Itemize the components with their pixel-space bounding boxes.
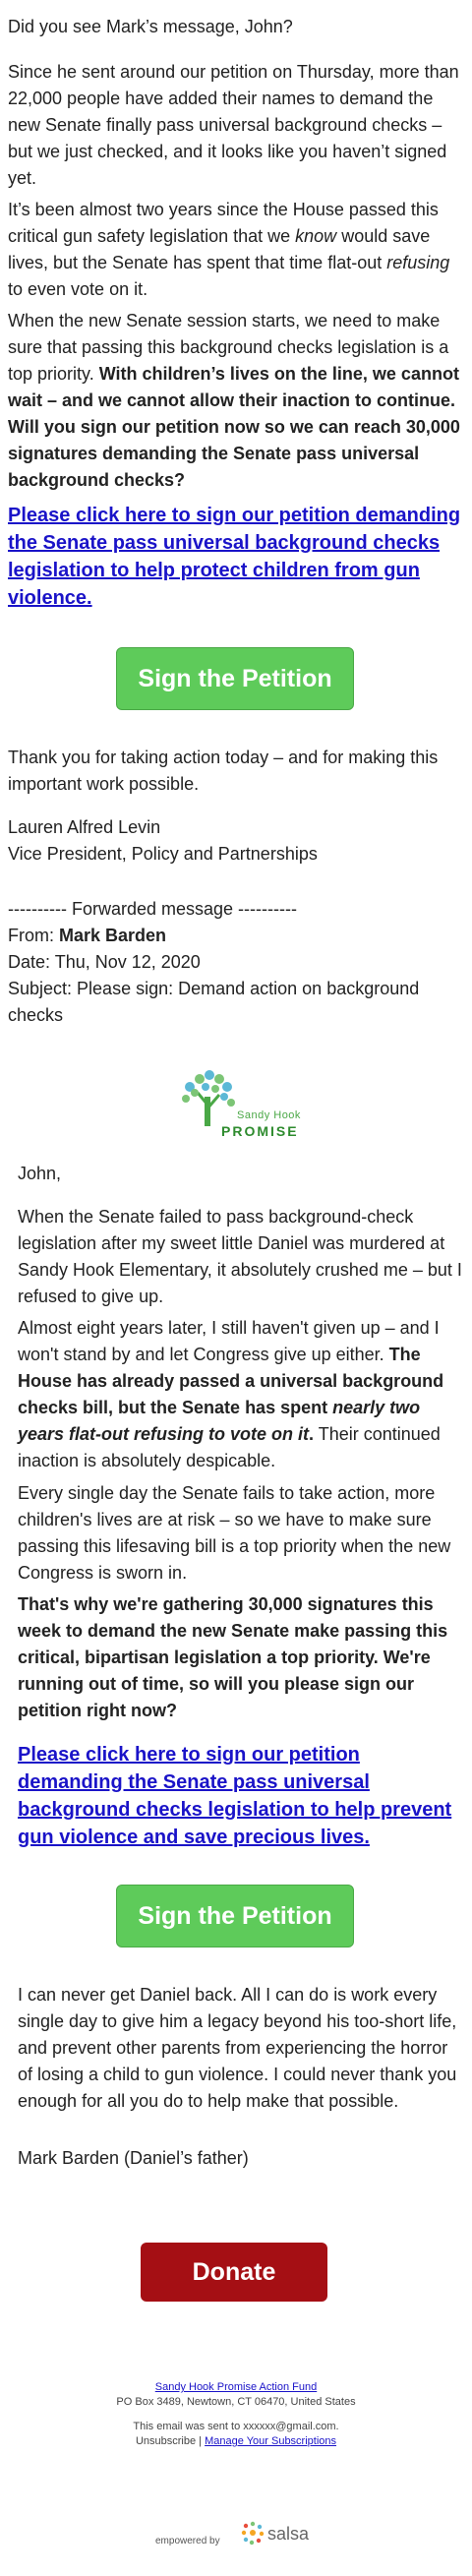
salsa-logo-icon [240,2520,266,2546]
petition-link-1-wrap [8,502,462,612]
intro-paragraph-3: When the new Senate session starts, we need to make sure that passing this background checks legislation is a top priority. With children’s lives on the line, we cannot wait – and we cannot allow their inaction to continue. Will you sign our petition now so we can reach 30,000 signatures demanding the Senate pass universal background checks? [8,311,460,490]
footer-subscription-line: Unsubscribe | Manage Your Subscriptions [135,2435,337,2447]
sign-petition-button-2[interactable]: Sign the Petition [116,1885,354,1947]
letter-salutation: John, [18,1164,62,1183]
unsubscribe-link[interactable]: Unsubscribe [135,2435,197,2447]
letter-paragraph-1: When the Senate failed to pass background-check legislation after my sweet little Daniel was murdered at Sandy Hook Elementary, it absolutely crushed me – but I refused to give up. [18,1207,462,1306]
intro-paragraph-2: It’s been almost two years since the House passed this critical gun safety legislation that we know would save lives, but the Senate has spent that time flat-out refusing to even vote on it. [8,200,450,299]
forward-divider: ---------- Forwarded message ---------- [8,899,297,919]
letter-paragraph-2: Almost eight years later, I still haven't given up – and I won't stand by and let Congress give up either. The House has already passed a universal background checks bill, but the Senate has spent nearly two years flat-out refusing to vote on it. Their continued inaction is absolutely despicable. [18,1318,444,1470]
sandy-hook-promise-logo [160,1067,318,1148]
salsa-badge[interactable] [155,2518,323,2549]
manage-subscriptions-link[interactable]: Manage Your Subscriptions [205,2435,337,2447]
intro-paragraph-1: Since he sent around our petition on Thursday, more than 22,000 people have added their names to demand the new Senate finally pass universal background checks – but we just checked, and it looks like you haven’t signed yet. [8,62,459,188]
footer-org-line [0,2380,472,2395]
sign-petition-button-1[interactable]: Sign the Petition [116,647,354,710]
salsa-wordmark: salsa [267,2524,310,2544]
petition-link-2-wrap [18,1741,462,1851]
thanks-text: Thank you for taking action today – and for making this important work possible. [8,748,439,794]
forward-from: From: Mark Barden [8,926,167,945]
intro-greeting: Did you see Mark’s message, John? [8,17,293,36]
petition-link-2[interactable]: Please click here to sign our petition demanding the Senate pass universal background checks legislation to help prevent gun violence and save precious lives. [18,1744,452,1848]
letter-paragraph-5: I can never get Daniel back. All I can do is work every single day to give him a legacy beyond his too-short life, and prevent other parents from experiencing the horror of losing a child to gun violence. I could never thank you enough for all you do to help make that possible. [18,1985,457,2111]
forward-subject: Subject: Please sign: Demand action on background checks [8,979,420,1025]
signer-name: Lauren Alfred Levin [8,817,161,837]
letter-paragraph-3: Every single day the Senate fails to take action, more children's lives are at risk – so we have to make sure passing this lifesaving bill is a top priority when the new Congress is sworn in. [18,1483,451,1583]
logo-line-2: PROMISE [221,1123,299,1139]
donate-button[interactable]: Donate [141,2243,327,2302]
signer-title: Vice President, Policy and Partnerships [8,844,318,864]
footer-address: PO Box 3489, Newtown, CT 06470, United States [116,2396,356,2408]
footer-sent-to: This email was sent to xxxxxx@gmail.com. [133,2421,339,2432]
letter-paragraph-4: That's why we're gathering 30,000 signatures this week to demand the new Senate make passing this critical, bipartisan legislation a top priority. We're running out of time, so will you please sign our petition right now? [18,1594,448,1720]
letter-signoff: Mark Barden (Daniel’s father) [18,2148,249,2168]
footer-org-link[interactable]: Sandy Hook Promise Action Fund [154,2381,318,2393]
petition-link-1[interactable]: Please click here to sign our petition demanding the Senate pass universal background checks legislation to help protect children from gun violence. [8,505,461,609]
logo-line-1: Sandy Hook [237,1109,301,1121]
forward-date: Date: Thu, Nov 12, 2020 [8,952,201,972]
empowered-by-label: empowered by [155,2536,220,2546]
